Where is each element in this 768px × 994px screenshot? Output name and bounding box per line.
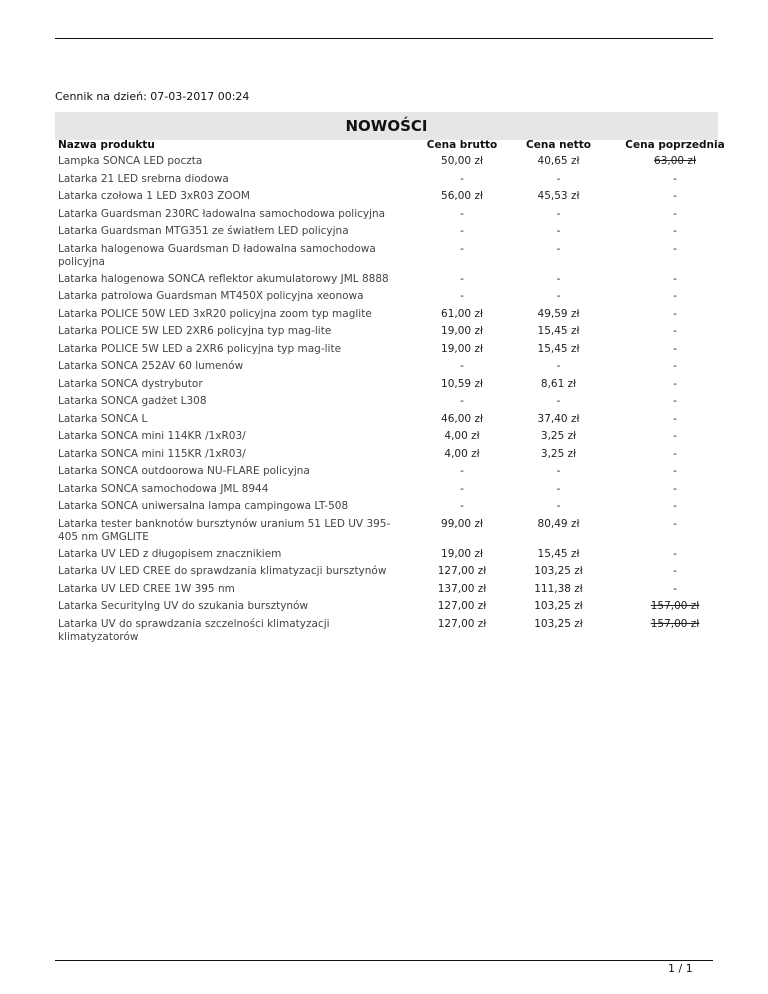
product-name: Latarka halogenowa SONCA reflektor akumulatorowy JML 8888 <box>58 272 389 285</box>
price-previous: - <box>673 225 677 237</box>
price-brutto: 19,00 zł <box>441 325 483 337</box>
column-header-prev: Cena poprzednia <box>625 139 725 151</box>
price-netto: - <box>556 272 561 285</box>
price-brutto: - <box>460 207 464 220</box>
table-row <box>55 598 745 616</box>
bottom-divider <box>55 960 713 961</box>
table-row <box>55 188 745 206</box>
price-previous-struck: 63,00 zł <box>654 155 696 167</box>
product-name: Latarka patrolowa Guardsman MT450X policyjna xeonowa <box>58 290 364 302</box>
table-row <box>55 463 745 481</box>
product-name: Latarka UV LED z długopisem znacznikiem <box>58 547 282 560</box>
price-netto: 45,53 zł <box>537 190 580 202</box>
price-netto: 80,49 zł <box>537 517 580 530</box>
price-netto: 3,25 zł <box>540 430 577 442</box>
price-previous: - <box>673 465 677 477</box>
table-row <box>55 481 745 499</box>
price-brutto: 56,00 zł <box>441 190 483 202</box>
table-row <box>55 323 745 341</box>
product-name: Latarka UV do sprawdzania szczelności klimatyzacji klimatyzatorów <box>58 617 330 643</box>
price-brutto: 99,00 zł <box>441 517 483 530</box>
top-divider <box>55 38 713 39</box>
price-netto: 103,25 zł <box>534 565 583 577</box>
price-previous: - <box>673 342 677 355</box>
product-name: Latarka SONCA outdoorowa NU-FLARE policyjna <box>58 465 310 477</box>
product-name: Latarka SONCA mini 115KR /1xR03/ <box>58 447 246 460</box>
table-row <box>55 341 745 359</box>
product-name: Latarka POLICE 5W LED 2XR6 policyjna typ mag-lite <box>58 325 332 337</box>
price-previous: - <box>673 190 677 202</box>
table-row <box>55 206 745 224</box>
price-brutto: 137,00 zł <box>437 582 487 595</box>
table-row <box>55 171 745 189</box>
price-previous: - <box>673 547 677 560</box>
product-name: Latarka POLICE 50W LED 3xR20 policyjna zoom typ maglite <box>58 307 372 320</box>
product-name: Latarka Guardsman MTG351 ze światłem LED policyjna <box>58 225 349 237</box>
table-row <box>55 271 745 289</box>
price-netto: 49,59 zł <box>537 307 580 320</box>
table-row <box>55 393 745 411</box>
price-previous: - <box>673 272 677 285</box>
price-previous: - <box>673 172 677 185</box>
price-previous-struck: 157,00 zł <box>650 600 700 612</box>
price-rows <box>55 153 745 646</box>
product-name: Latarka tester banknotów bursztynów uranium 51 LED UV 395-405 nm GMGLITE <box>58 517 391 543</box>
price-brutto: - <box>460 172 464 185</box>
price-brutto: 19,00 zł <box>441 547 483 560</box>
price-previous: - <box>673 325 677 337</box>
price-previous-struck: 157,00 zł <box>650 617 700 630</box>
price-previous: - <box>673 395 677 407</box>
price-brutto: - <box>460 242 464 255</box>
table-row <box>55 358 745 376</box>
product-name: Latarka SONCA uniwersalna lampa campingowa LT-508 <box>58 500 349 512</box>
section-header <box>55 112 718 140</box>
price-previous: - <box>673 360 677 372</box>
table-row <box>55 498 745 516</box>
price-netto: 15,45 zł <box>537 325 580 337</box>
table-row <box>55 376 745 394</box>
price-netto: - <box>556 225 561 237</box>
price-brutto: 10,59 zł <box>441 377 483 390</box>
price-brutto: - <box>460 500 464 512</box>
table-row <box>55 306 745 324</box>
price-brutto: - <box>460 290 464 302</box>
price-brutto: 19,00 zł <box>441 342 483 355</box>
price-netto: - <box>556 395 561 407</box>
price-previous: - <box>673 447 677 460</box>
price-previous: - <box>673 430 677 442</box>
column-header-brutto: Cena brutto <box>426 139 498 151</box>
price-netto: 37,40 zł <box>537 412 580 425</box>
product-name: Latarka Guardsman 230RC ładowalna samochodowa policyjna <box>58 207 386 220</box>
price-previous: - <box>673 565 677 577</box>
product-name: Latarka czołowa 1 LED 3xR03 ZOOM <box>58 190 250 202</box>
price-brutto: 127,00 zł <box>437 600 487 612</box>
price-netto: 15,45 zł <box>537 342 580 355</box>
product-name: Latarka POLICE 5W LED a 2XR6 policyjna typ mag-lite <box>58 342 342 355</box>
price-previous: - <box>673 500 677 512</box>
product-name: Latarka SONCA mini 114KR /1xR03/ <box>58 430 246 442</box>
price-previous <box>605 616 745 646</box>
price-netto: - <box>556 172 561 185</box>
price-list-date: Cennik na dzień: 07-03-2017 00:24 <box>55 90 250 103</box>
table-row <box>55 153 745 171</box>
table-row <box>55 288 745 306</box>
product-name: Lampka SONCA LED poczta <box>58 155 203 167</box>
product-name: Latarka SONCA gadżet L308 <box>58 395 207 407</box>
product-name: Latarka halogenowa Guardsman D ładowalna samochodowa policyjna <box>58 242 376 268</box>
price-brutto: 4,00 zł <box>444 447 480 460</box>
price-netto: - <box>556 500 561 512</box>
price-netto: - <box>556 482 561 495</box>
price-previous: - <box>673 307 677 320</box>
product-name: Latarka 21 LED srebrna diodowa <box>58 172 229 185</box>
table-row <box>55 411 745 429</box>
product-name: Latarka Securitylng UV do szukania bursztynów <box>58 600 309 612</box>
price-brutto: - <box>460 465 464 477</box>
product-name: Latarka SONCA dystrybutor <box>58 377 203 390</box>
table-row <box>55 516 745 546</box>
table-row <box>55 241 745 271</box>
price-brutto: 127,00 zł <box>437 565 487 577</box>
table-row <box>55 223 745 241</box>
price-brutto: - <box>460 360 464 372</box>
price-previous <box>605 153 745 171</box>
price-brutto: - <box>460 482 464 495</box>
price-brutto: 4,00 zł <box>444 430 480 442</box>
price-brutto: - <box>460 272 464 285</box>
product-name: Latarka SONCA L <box>58 412 148 425</box>
product-name: Latarka SONCA samochodowa JML 8944 <box>58 482 269 495</box>
price-previous: - <box>673 517 677 530</box>
section-title: NOWOŚCI <box>345 117 428 135</box>
price-brutto: - <box>460 395 464 407</box>
price-netto: - <box>556 360 561 372</box>
price-brutto: - <box>460 225 464 237</box>
price-previous: - <box>673 582 677 595</box>
column-header-name: Nazwa produktu <box>58 139 155 151</box>
price-netto: - <box>556 207 561 220</box>
price-previous: - <box>673 207 677 220</box>
price-netto: 111,38 zł <box>534 582 583 595</box>
table-row <box>55 581 745 599</box>
price-previous: - <box>673 412 677 425</box>
table-row <box>55 446 745 464</box>
price-table <box>55 137 745 646</box>
price-previous: - <box>673 377 677 390</box>
price-brutto: 127,00 zł <box>437 617 487 630</box>
price-previous <box>605 598 745 616</box>
table-row <box>55 616 745 646</box>
price-netto: 3,25 zł <box>540 447 577 460</box>
price-netto: 15,45 zł <box>537 547 580 560</box>
price-previous: - <box>673 242 677 255</box>
price-netto: 40,65 zł <box>537 155 580 167</box>
price-previous: - <box>673 482 677 495</box>
table-header-row <box>55 137 745 153</box>
table-row <box>55 428 745 446</box>
price-brutto: 46,00 zł <box>441 412 483 425</box>
column-header-netto: Cena netto <box>526 139 591 151</box>
price-netto: - <box>556 290 561 302</box>
price-brutto: 50,00 zł <box>441 155 483 167</box>
product-name: Latarka UV LED CREE do sprawdzania klimatyzacji bursztynów <box>58 565 387 577</box>
price-netto: 103,25 zł <box>534 617 583 630</box>
price-netto: - <box>556 465 561 477</box>
price-brutto: 61,00 zł <box>441 307 483 320</box>
price-netto: - <box>556 242 561 255</box>
price-netto: 103,25 zł <box>534 600 583 612</box>
price-previous: - <box>673 290 677 302</box>
page-number: 1 / 1 <box>668 962 693 975</box>
product-name: Latarka UV LED CREE 1W 395 nm <box>58 582 235 595</box>
table-row <box>55 546 745 564</box>
table-row <box>55 563 745 581</box>
price-netto: 8,61 zł <box>540 377 577 390</box>
product-name: Latarka SONCA 252AV 60 lumenów <box>58 360 244 372</box>
